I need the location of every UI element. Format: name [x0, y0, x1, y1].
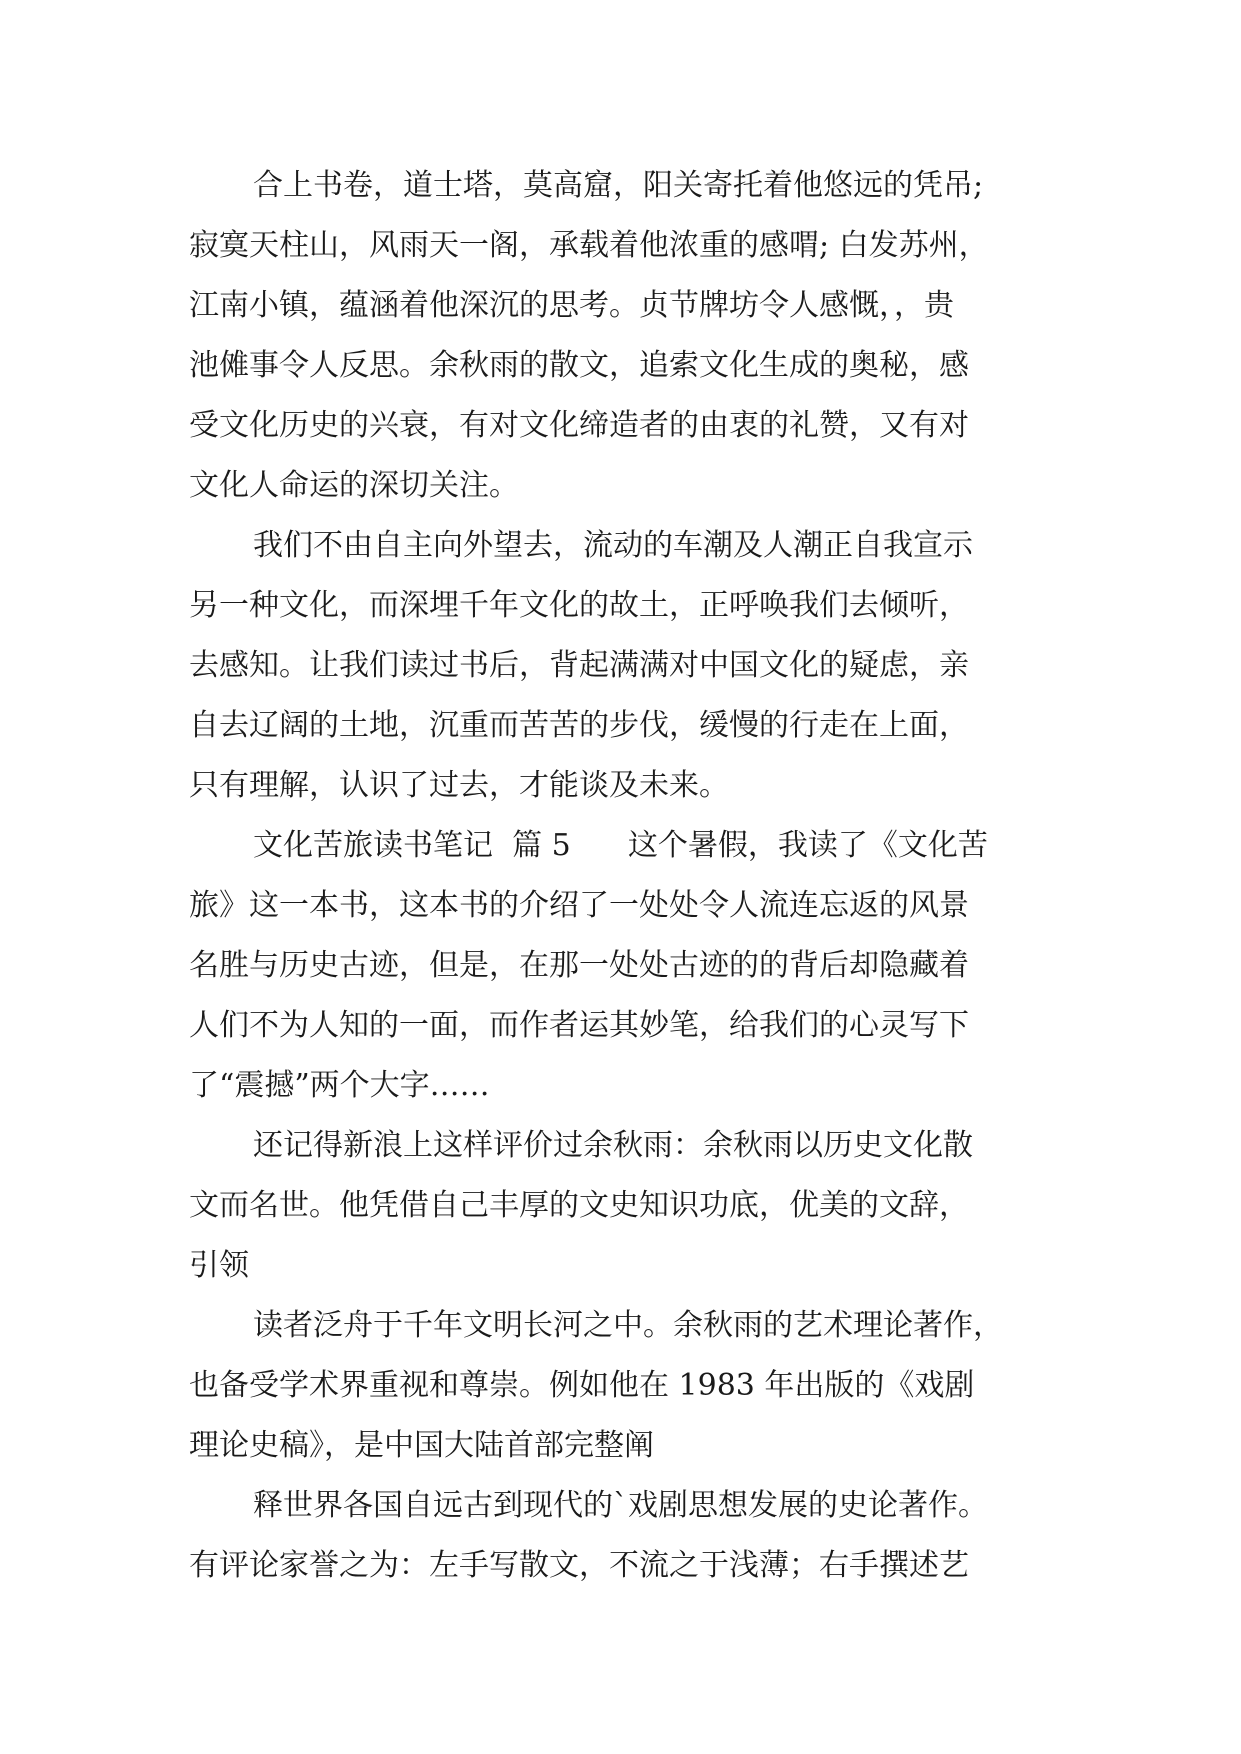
text-line: 寂寞天柱山，风雨天一阁，承载着他浓重的感喟; 白发苏州，	[189, 228, 989, 263]
text-line: 还记得新浪上这样评价过余秋雨：余秋雨以历史文化散	[253, 1128, 973, 1163]
text-line: 只有理解，认识了过去，才能谈及未来。	[189, 768, 729, 803]
text-line: 了“震撼”两个大字……	[189, 1068, 490, 1103]
text-line: 去感知。让我们读过书后，背起满满对中国文化的疑虑，亲	[189, 648, 969, 683]
text-line: 人们不为人知的一面，而作者运其妙笔，给我们的心灵写下	[189, 1008, 969, 1043]
text-line: 名胜与历史古迹，但是，在那一处处古迹的的背后却隐藏着	[189, 948, 969, 983]
text-line: 有评论家誉之为：左手写散文，不流之于浅薄；右手撰述艺	[189, 1548, 969, 1583]
text-line: 读者泛舟于千年文明长河之中。余秋雨的艺术理论著作，	[253, 1308, 1003, 1343]
text-line: 我们不由自主向外望去，流动的车潮及人潮正自我宣示	[253, 528, 973, 563]
text-line: 释世界各国自远古到现代的`戏剧思想发展的史论著作。	[253, 1488, 988, 1523]
text-line: 自去辽阔的土地，沉重而苦苦的步伐，缓慢的行走在上面，	[189, 708, 969, 743]
text-line: 也备受学术界重视和尊崇。例如他在 1983 年出版的《戏剧	[189, 1368, 975, 1403]
text-line: 引领	[189, 1248, 249, 1283]
text-line: 受文化历史的兴衰，有对文化缔造者的由衷的礼赞，又有对	[189, 408, 969, 443]
text-line: 江南小镇，蕴涵着他深沉的思考。贞节牌坊令人感慨，，贵	[189, 288, 954, 323]
text-line: 文化苦旅读书笔记 篇 5 这个暑假，我读了《文化苦	[253, 828, 988, 863]
text-line: 文化人命运的深切关注。	[189, 468, 519, 503]
text-line: 另一种文化，而深埋千年文化的故土，正呼唤我们去倾听，	[189, 588, 969, 623]
text-line: 文而名世。他凭借自己丰厚的文史知识功底，优美的文辞，	[189, 1188, 969, 1223]
text-line: 理论史稿》，是中国大陆首部完整阐	[189, 1428, 654, 1463]
text-line: 合上书卷，道士塔，莫高窟，阳关寄托着他悠远的凭吊;	[253, 168, 984, 203]
text-line: 旅》这一本书，这本书的介绍了一处处令人流连忘返的风景	[189, 888, 969, 923]
text-line: 池傩事令人反思。余秋雨的散文，追索文化生成的奥秘，感	[189, 348, 969, 383]
document-body	[189, 156, 1089, 1596]
